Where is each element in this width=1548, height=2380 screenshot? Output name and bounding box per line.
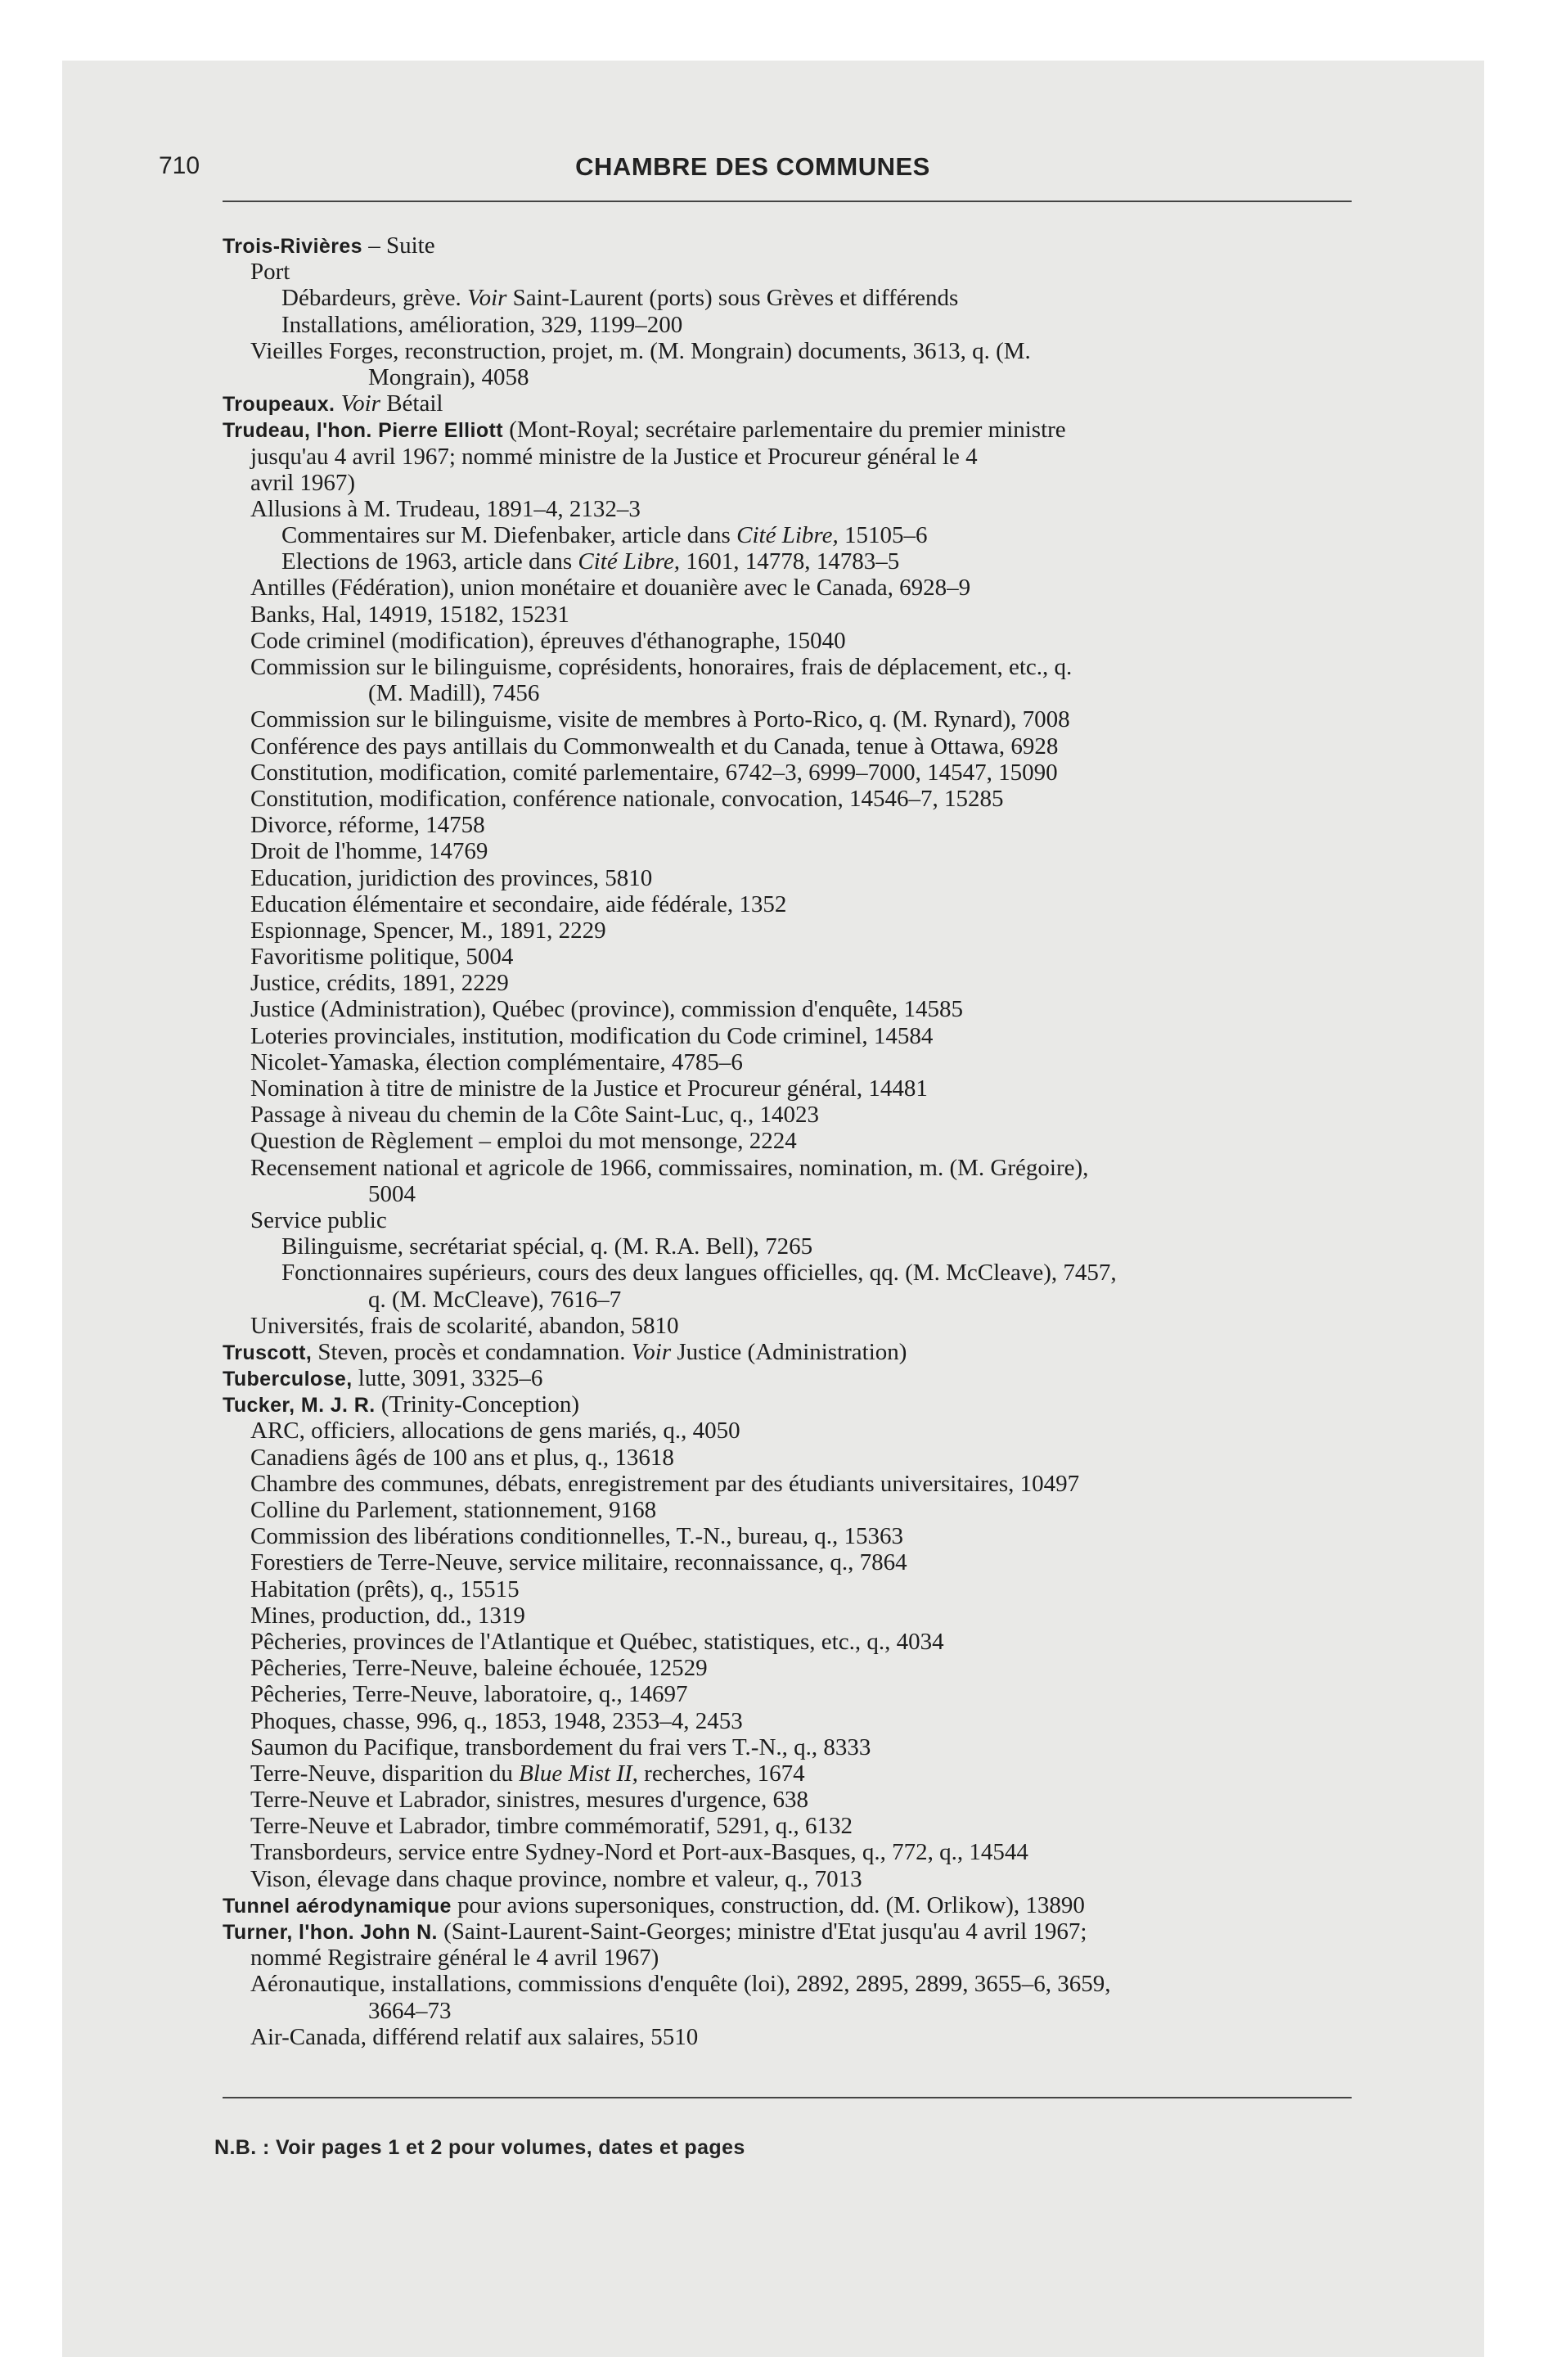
entry-text: Commission sur le bilinguisme, coprésidents, honoraires, frais de déplacement, etc., q. bbox=[250, 654, 1073, 680]
entry-text: Banks, Hal, 14919, 15182, 15231 bbox=[250, 601, 569, 628]
entry-text: Espionnage, Spencer, M., 1891, 2229 bbox=[250, 917, 606, 944]
index-subentry-line bbox=[223, 1576, 1360, 1602]
index-heading-line bbox=[223, 417, 1360, 443]
entry-text: Bétail bbox=[380, 390, 443, 417]
index-subentry-line bbox=[223, 1866, 1360, 1892]
entry-heading: Tuberculose, bbox=[223, 1368, 353, 1391]
entry-italic: Cité Libre, bbox=[736, 522, 839, 549]
entry-text: – Suite bbox=[362, 232, 435, 259]
entry-text: q. (M. McCleave), 7616–7 bbox=[368, 1286, 622, 1313]
index-heading-line bbox=[223, 1365, 1360, 1391]
entry-italic: Voir bbox=[467, 285, 507, 312]
header-rule bbox=[223, 201, 1352, 202]
entry-text: Phoques, chasse, 996, q., 1853, 1948, 2353–4, 2453 bbox=[250, 1707, 743, 1734]
index-subentry-line bbox=[223, 444, 1360, 470]
index-subentry-line bbox=[223, 733, 1360, 760]
index-subentry-line bbox=[223, 1998, 1360, 2024]
index-subentry-line bbox=[223, 364, 1360, 390]
entry-heading: Trudeau, l'hon. Pierre Elliott bbox=[223, 419, 503, 443]
running-title: CHAMBRE DES COMMUNES bbox=[575, 152, 930, 181]
index-heading-line bbox=[223, 390, 1360, 417]
entry-text-prefix: Steven, procès et condamnation. bbox=[312, 1338, 632, 1365]
entry-text: Passage à niveau du chemin de la Côte Saint-Luc, q., 14023 bbox=[250, 1102, 820, 1129]
index-subentry-line bbox=[223, 1445, 1360, 1471]
entry-text: 1601, 14778, 14783–5 bbox=[680, 548, 900, 575]
entry-text: Vieilles Forges, reconstruction, projet, m. (M. Mongrain) documents, 3613, q. (M. bbox=[250, 337, 1031, 364]
entry-text: nommé Registraire général le 4 avril 1967) bbox=[250, 1945, 659, 1972]
index-subentry-line bbox=[223, 1181, 1360, 1207]
index-subentry-line bbox=[223, 1655, 1360, 1681]
entry-text: Commission sur le bilinguisme, visite de membres à Porto-Rico, q. (M. Rynard), 7008 bbox=[250, 706, 1070, 733]
entry-text: Constitution, modification, comité parlementaire, 6742–3, 6999–7000, 14547, 15090 bbox=[250, 759, 1058, 786]
entry-text-prefix: Débardeurs, grève. bbox=[281, 285, 468, 312]
entry-text: Pêcheries, Terre-Neuve, baleine échouée, 12529 bbox=[250, 1655, 708, 1682]
entry-text: Saumon du Pacifique, transbordement du frai vers T.-N., q., 8333 bbox=[250, 1733, 871, 1760]
index-subentry-line bbox=[223, 1945, 1360, 1971]
index-heading-line bbox=[223, 232, 1360, 259]
index-subentry-line bbox=[223, 1971, 1360, 1997]
entry-italic: Blue Mist II, bbox=[519, 1760, 638, 1787]
index-subentry-line bbox=[223, 760, 1360, 786]
entry-text: Justice (Administration) bbox=[671, 1338, 907, 1365]
footer-rule bbox=[223, 2097, 1352, 2098]
index-subentry-line bbox=[223, 285, 1360, 311]
index-subentry-line bbox=[223, 338, 1360, 364]
entry-text: Antilles (Fédération), union monétaire et douanière avec le Canada, 6928–9 bbox=[250, 575, 971, 602]
index-subentry-line bbox=[223, 548, 1360, 575]
entry-text: Mines, production, dd., 1319 bbox=[250, 1602, 525, 1629]
index-subentry-line bbox=[223, 1629, 1360, 1655]
entry-text: avril 1967) bbox=[250, 469, 356, 496]
entry-text: Forestiers de Terre-Neuve, service militaire, reconnaissance, q., 7864 bbox=[250, 1549, 907, 1576]
footer-note: N.B. : Voir pages 1 et 2 pour volumes, dates et pages bbox=[214, 2136, 745, 2159]
entry-text: Bilinguisme, secrétariat spécial, q. (M. R.A. Bell), 7265 bbox=[281, 1233, 813, 1260]
index-subentry-line bbox=[223, 602, 1360, 628]
index-subentry-line bbox=[223, 812, 1360, 838]
index-subentry-line bbox=[223, 917, 1360, 944]
entry-text: Vison, élevage dans chaque province, nombre et valeur, q., 7013 bbox=[250, 1865, 862, 1892]
entry-text: ARC, officiers, allocations de gens mariés, q., 4050 bbox=[250, 1418, 740, 1445]
entry-text: jusqu'au 4 avril 1967; nommé ministre de la Justice et Procureur général le 4 bbox=[250, 443, 978, 470]
index-subentry-line bbox=[223, 891, 1360, 917]
entry-heading: Trois-Rivières bbox=[223, 235, 362, 258]
index-subentry-line bbox=[223, 1760, 1360, 1787]
entry-heading: Turner, l'hon. John N. bbox=[223, 1921, 438, 1944]
index-subentry-line bbox=[223, 1497, 1360, 1523]
entry-text: 5004 bbox=[368, 1180, 416, 1207]
index-subentry-line bbox=[223, 522, 1360, 548]
entry-text: Terre-Neuve et Labrador, timbre commémoratif, 5291, q., 6132 bbox=[250, 1813, 853, 1840]
entry-text: Fonctionnaires supérieurs, cours des deux langues officielles, qq. (M. McCleave), 7457, bbox=[281, 1260, 1117, 1287]
entry-text: Question de Règlement – emploi du mot mensonge, 2224 bbox=[250, 1128, 797, 1155]
entry-text: Colline du Parlement, stationnement, 9168 bbox=[250, 1497, 657, 1523]
entry-text: 3664–73 bbox=[368, 1997, 452, 2024]
index-subentry-line bbox=[223, 1155, 1360, 1181]
entry-text: Air-Canada, différend relatif aux salaires, 5510 bbox=[250, 2023, 699, 2050]
index-heading-line bbox=[223, 1339, 1360, 1365]
entry-text: (M. Madill), 7456 bbox=[368, 680, 540, 707]
index-subentry-line bbox=[223, 1708, 1360, 1734]
index-subentry-line bbox=[223, 944, 1360, 970]
page-header bbox=[159, 152, 1347, 188]
entry-text: Loteries provinciales, institution, modification du Code criminel, 14584 bbox=[250, 1022, 934, 1049]
entry-text: Pêcheries, Terre-Neuve, laboratoire, q., 14697 bbox=[250, 1681, 688, 1708]
index-subentry-line bbox=[223, 1102, 1360, 1128]
index-subentry-line bbox=[223, 1075, 1360, 1102]
entry-text: Education, juridiction des provinces, 5810 bbox=[250, 864, 653, 891]
index-subentry-line bbox=[223, 1523, 1360, 1549]
entry-text: Terre-Neuve et Labrador, sinistres, mesures d'urgence, 638 bbox=[250, 1787, 808, 1814]
index-subentry-line bbox=[223, 575, 1360, 601]
entry-italic: Voir bbox=[631, 1338, 672, 1365]
entry-heading: Truscott, bbox=[223, 1341, 313, 1364]
entry-text: Code criminel (modification), épreuves d'éthanographe, 15040 bbox=[250, 627, 846, 654]
entry-text: lutte, 3091, 3325–6 bbox=[352, 1365, 543, 1392]
index-subentry-line bbox=[223, 1602, 1360, 1629]
entry-text: Canadiens âgés de 100 ans et plus, q., 13618 bbox=[250, 1444, 674, 1471]
entry-text: Saint-Laurent (ports) sous Grèves et différends bbox=[506, 285, 959, 312]
index-subentry-line bbox=[223, 865, 1360, 891]
entry-text: Justice (Administration), Québec (province), commission d'enquête, 14585 bbox=[250, 996, 963, 1023]
entry-text-prefix: Elections de 1963, article dans bbox=[281, 548, 578, 575]
entry-text: Droit de l'homme, 14769 bbox=[250, 838, 488, 865]
entry-italic: Cité Libre, bbox=[578, 548, 680, 575]
entry-text: Favoritisme politique, 5004 bbox=[250, 944, 514, 971]
entry-text: Installations, amélioration, 329, 1199–200 bbox=[281, 311, 683, 338]
index-subentry-line bbox=[223, 786, 1360, 812]
entry-heading: Troupeaux. bbox=[223, 393, 335, 417]
index-subentry-line bbox=[223, 654, 1360, 680]
entry-italic: Voir bbox=[340, 390, 380, 417]
index-subentry-line bbox=[223, 1418, 1360, 1444]
entry-text: (Saint-Laurent-Saint-Georges; ministre d'Etat jusqu'au 4 avril 1967; bbox=[437, 1918, 1087, 1945]
index-subentry-line bbox=[223, 2024, 1360, 2050]
index-subentry-line bbox=[223, 1681, 1360, 1707]
index-subentry-line bbox=[223, 1734, 1360, 1760]
index-subentry-line bbox=[223, 1313, 1360, 1339]
index-subentry-line bbox=[223, 1023, 1360, 1049]
index-subentry-line bbox=[223, 996, 1360, 1022]
entry-text: Conférence des pays antillais du Commonwealth et du Canada, tenue à Ottawa, 6928 bbox=[250, 732, 1059, 760]
entry-text-prefix: Terre-Neuve, disparition du bbox=[250, 1760, 520, 1787]
entry-heading: Tucker, M. J. R. bbox=[223, 1394, 376, 1418]
entry-text: Transbordeurs, service entre Sydney-Nord et Port-aux-Basques, q., 772, q., 14544 bbox=[250, 1839, 1028, 1866]
entry-text: Education élémentaire et secondaire, aide fédérale, 1352 bbox=[250, 890, 787, 917]
entry-text: Nomination à titre de ministre de la Justice et Procureur général, 14481 bbox=[250, 1075, 928, 1102]
index-subentry-line bbox=[223, 1128, 1360, 1154]
entry-text: pour avions supersoniques, construction, dd. (M. Orlikow), 13890 bbox=[451, 1891, 1085, 1918]
entry-text: Chambre des communes, débats, enregistrement par des étudiants universitaires, 10497 bbox=[250, 1470, 1080, 1497]
index-subentry-line bbox=[223, 259, 1360, 285]
index-subentry-line bbox=[223, 970, 1360, 996]
index-subentry-line bbox=[223, 1207, 1360, 1233]
entry-text: Justice, crédits, 1891, 2229 bbox=[250, 970, 509, 997]
entry-text: Habitation (prêts), q., 15515 bbox=[250, 1575, 520, 1602]
index-subentry-line bbox=[223, 1260, 1360, 1286]
entry-text: Universités, frais de scolarité, abandon, 5810 bbox=[250, 1312, 679, 1339]
entry-text: recherches, 1674 bbox=[637, 1760, 805, 1787]
index-subentry-line bbox=[223, 628, 1360, 654]
entry-text: Commission des libérations conditionnelles, T.-N., bureau, q., 15363 bbox=[250, 1523, 903, 1550]
index-entries bbox=[223, 232, 1360, 2050]
entry-text: Mongrain), 4058 bbox=[368, 363, 529, 390]
entry-text: (Mont-Royal; secrétaire parlementaire du premier ministre bbox=[503, 417, 1066, 444]
entry-text: Pêcheries, provinces de l'Atlantique et Québec, statistiques, etc., q., 4034 bbox=[250, 1628, 944, 1655]
index-subentry-line bbox=[223, 496, 1360, 522]
entry-text: Allusions à M. Trudeau, 1891–4, 2132–3 bbox=[250, 495, 641, 522]
entry-text: Nicolet-Yamaska, élection complémentaire, 4785–6 bbox=[250, 1048, 743, 1075]
entry-text: (Trinity-Conception) bbox=[375, 1391, 580, 1418]
index-subentry-line bbox=[223, 312, 1360, 338]
index-heading-line bbox=[223, 1918, 1360, 1945]
index-subentry-line bbox=[223, 470, 1360, 496]
entry-text: Service public bbox=[250, 1206, 387, 1233]
index-subentry-line bbox=[223, 706, 1360, 732]
entry-text: 15105–6 bbox=[838, 522, 928, 549]
index-heading-line bbox=[223, 1391, 1360, 1418]
index-subentry-line bbox=[223, 1233, 1360, 1260]
page-number: 710 bbox=[159, 152, 200, 179]
index-subentry-line bbox=[223, 680, 1360, 706]
index-subentry-line bbox=[223, 1471, 1360, 1497]
entry-text: Constitution, modification, conférence nationale, convocation, 14546–7, 15285 bbox=[250, 785, 1004, 812]
entry-text: Divorce, réforme, 14758 bbox=[250, 812, 485, 839]
index-subentry-line bbox=[223, 1549, 1360, 1575]
entry-text-prefix: Commentaires sur M. Diefenbaker, article dans bbox=[281, 522, 737, 549]
index-subentry-line bbox=[223, 1813, 1360, 1839]
entry-heading: Tunnel aérodynamique bbox=[223, 1894, 452, 1918]
index-subentry-line bbox=[223, 1787, 1360, 1813]
index-subentry-line bbox=[223, 1049, 1360, 1075]
index-heading-line bbox=[223, 1892, 1360, 1918]
index-subentry-line bbox=[223, 1839, 1360, 1865]
index-subentry-line bbox=[223, 1287, 1360, 1313]
entry-text: Port bbox=[250, 259, 290, 286]
entry-text: Aéronautique, installations, commissions d'enquête (loi), 2892, 2895, 2899, 3655–6, 3659, bbox=[250, 1971, 1111, 1998]
index-subentry-line bbox=[223, 838, 1360, 864]
entry-text: Recensement national et agricole de 1966, commissaires, nomination, m. (M. Grégoire), bbox=[250, 1154, 1089, 1181]
